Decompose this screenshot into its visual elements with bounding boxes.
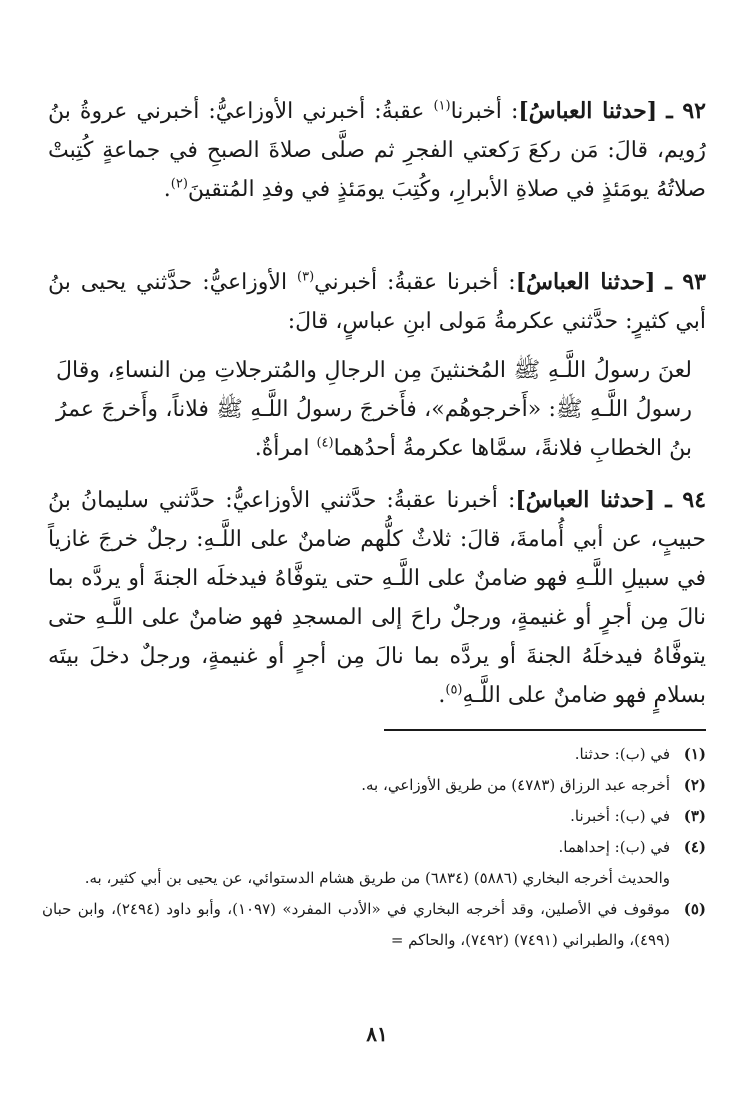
footnote-item bbox=[42, 894, 706, 956]
quote-text: لعنَ رسولُ اللَّـهِ ﷺ المُخنثينَ مِن الرجالِ والمُترجلاتِ مِن النساءِ، وقالَ رسولُ اللَّـهِ ﷺ: «أَخرجوهُم»، فأَخرجَ رسولُ اللَّـهِ ﷺ فلاناً، وأَخرجَ عمرُ بنُ الخطابِ فلانةً، سمَّاها عكرمةُ أحدُهما bbox=[56, 358, 692, 461]
footnote-text: موقوف في الأصلين، وقد أخرجه البخاري في «الأدب المفرد» (١٠٩٧)، وأبو داود (٢٤٩٤)، وابن حبان (٤٩٩)، والطبراني (٧٤٩١) (٧٤٩٢)، والحاكم = bbox=[42, 900, 670, 949]
footnote-text: والحديث أخرجه البخاري (٥٨٨٦) (٦٨٣٤) من طريق هشام الدستوائي، عن يحيى بن أبي كثير، به. bbox=[84, 869, 670, 887]
footnote-number: (٢) bbox=[683, 776, 706, 794]
narrator-chain: [حدثنا العباسُ] bbox=[515, 269, 656, 295]
hadith-text: . bbox=[438, 683, 446, 708]
footnote-number: (٥) bbox=[683, 900, 706, 918]
hadith-93 bbox=[48, 263, 706, 341]
footnote-text: في (ب): حدثنا. bbox=[574, 745, 670, 763]
footnote-item bbox=[42, 739, 706, 770]
footnote-continuation bbox=[42, 863, 706, 894]
hadith-92 bbox=[48, 92, 706, 209]
footnote-ref: (٥) bbox=[445, 682, 463, 698]
hadith-text: عقبةُ: أخبرني الأوزاعيُّ: أخبرني عروةُ بنُ رُويم، قالَ: مَن ركعَ رَكعتي الفجرِ ثم صلَّى صلاةَ الصبحِ في جماعةٍ كُتِبتْ صلاتُهُ يومَئذٍ في صلاةِ الأبرارِ، وكُتِبَ يومَئذٍ في وفدِ المُتقينَ bbox=[48, 99, 706, 202]
footnote-ref: (٣) bbox=[297, 269, 315, 285]
footnote-number: (٤) bbox=[683, 838, 706, 856]
footnote-text: في (ب): إحداهما. bbox=[558, 838, 670, 856]
page-number: ٨١ bbox=[366, 1022, 388, 1046]
narrator-chain: [حدثنا العباسُ] bbox=[515, 487, 656, 513]
hadith-94 bbox=[48, 481, 706, 715]
footnote-ref: (٤) bbox=[316, 435, 334, 451]
hadith-text: . bbox=[163, 177, 171, 202]
hadith-text: : أخبرنا عقبةُ: حدَّثني الأوزاعيُّ: حدَّثني سليمانُ بنُ حبيبٍ، عن أبي أُمامةَ، قالَ: ثلاثٌ كلُّهم ضامنٌ على اللَّـهِ: رجلٌ خرجَ غازياً في سبيلِ اللَّـهِ فهو ضامنٌ على اللَّـهِ حتى يتوفَّاهُ فيدخلَه الجنةَ أو يردَّه بما نالَ مِن أجرٍ أو غنيمةٍ، ورجلٌ راحَ إلى المسجدِ فهو ضامنٌ على اللَّـهِ حتى يتوفَّاهُ فيدخلَهُ الجنةَ أو يردَّه بما نالَ مِن أجرٍ أو غنيمةٍ، ورجلٌ دخلَ بيتَه بسلامٍ فهو ضامنٌ على اللَّـهِ bbox=[48, 488, 706, 708]
hadith-number: ٩٤ ـ bbox=[665, 487, 707, 513]
quote-text: امرأةٌ. bbox=[254, 436, 317, 461]
footnote-text: في (ب): أخبرنا. bbox=[570, 807, 670, 825]
footnote-item bbox=[42, 801, 706, 832]
footnote-item bbox=[42, 832, 706, 863]
footnote-ref: (٢) bbox=[170, 176, 188, 192]
footnote-ref: (١) bbox=[433, 98, 451, 114]
footnote-divider bbox=[384, 729, 706, 731]
footnote-number: (١) bbox=[683, 745, 706, 763]
hadith-text: : أخبرنا عقبةُ: أخبرني bbox=[314, 270, 516, 295]
narrator-chain: [حدثنا العباسُ] bbox=[518, 98, 658, 124]
hadith-number: ٩٢ ـ bbox=[666, 98, 706, 124]
footnote-item bbox=[42, 770, 706, 801]
hadith-93-quote bbox=[56, 351, 692, 468]
hadith-text: : أخبرنا bbox=[450, 99, 519, 124]
hadith-number: ٩٣ ـ bbox=[665, 269, 706, 295]
footnotes bbox=[42, 739, 706, 956]
footnote-number: (٣) bbox=[683, 807, 706, 825]
footnote-text: أخرجه عبد الرزاق (٤٧٨٣) من طريق الأوزاعي، به. bbox=[361, 776, 670, 794]
hadith-text: الأوزاعيُّ: حدَّثني يحيى بنُ أبي كثيرٍ: حدَّثني عكرمةُ مَولى ابنِ عباسٍ، قالَ: bbox=[48, 270, 706, 334]
